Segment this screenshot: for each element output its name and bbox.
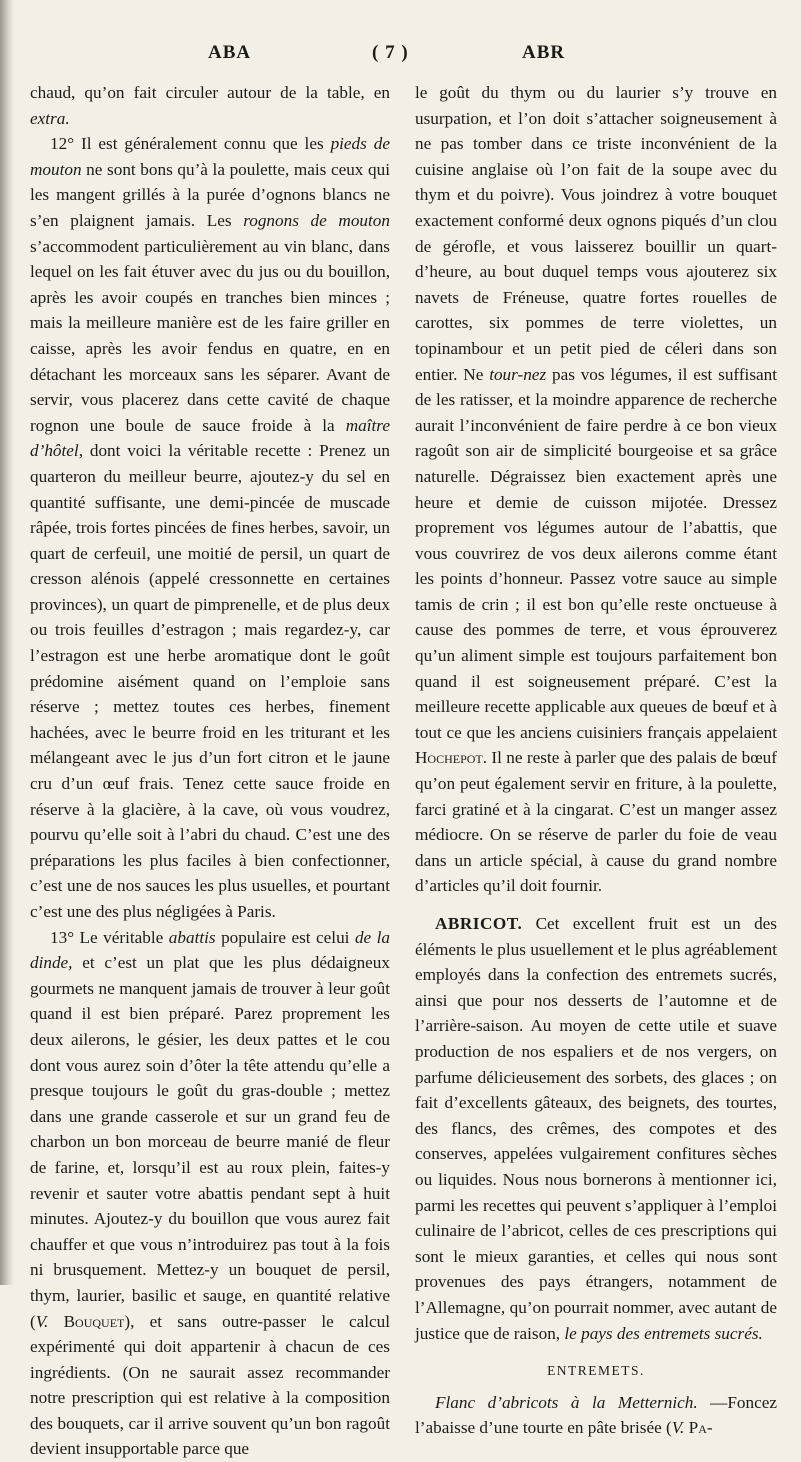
paragraph-extra-end <box>30 80 390 131</box>
text-run: maître d’hôtel <box>30 415 390 461</box>
text-run <box>48 1312 63 1331</box>
page-binding-shadow <box>0 0 14 1285</box>
running-header <box>0 42 801 68</box>
text-run: pas vos légumes, il est suffisant de les ratisser, et la moindre apparence de recherche aurait l’inconvénient de faire perdre à ce bon vieux ragoût son air de simplicité bourgeoise et sa grâce naturelle. Dégraissez bien exactement après une heure et demie de cuisson mijotée. Dressez proprement vos légumes autour de l’abattis, que vous couvrirez de vos deux ailerons comme étant les points d’honneur. Passez votre sauce au simple tamis de crin ; il est bon qu’elle reste onctueuse à cause des pommes de terre, et vous éprouverez qu’un aliment simple est toujours parfaitement bon quand il est soigneusement préparé. C’est la meilleure recette applicable aux queues de bœuf et à tout ce que les anciens cuisiniers français appelaient <box>415 364 778 742</box>
text-run: s’accommodent particulièrement au vin blanc, dans lequel on les fait étuver avec du jus ou du bouillon, après les avoir coupés en tranches bien minces ; mais la meilleure manière est de les faire griller en caisse, après les avoir fendus en quatre, en en détachant les morceaux sans les séparer. Avant de servir, vous placerez dans cette cavité de chaque rognon une boule de sauce froide à la <box>30 236 390 435</box>
header-left-word: ABA <box>208 42 252 63</box>
section-heading-entremets: ENTREMETS. <box>547 1363 645 1379</box>
text-run: Flanc d’abricots à la Metternich. <box>435 1392 698 1412</box>
text-run: —Foncez l’abaisse d’une tourte en pâte brisée ( <box>415 1392 777 1438</box>
text-run: tour-nez <box>489 364 547 384</box>
page-number: ( 7 ) <box>372 42 409 63</box>
text-run: le goût du thym ou du laurier s’y trouve en usurpation, et l’on doit s’attacher soigneusement à ne pas tomber dans ce triste inconvénient de la cuisine anglaise où l’on fait de la soupe avec du thym et du poivre). Vous joindrez à votre bouquet exactement conformé deux ognons piqués d’un clou de gérofle, et vous laisserez bouillir un quart-d’heure, au bout duquel temps vous ajouterez six navets de Fréneuse, quatre fortes rouelles de carottes, six pommes de terre violettes, un topinambour et un petit pied de céleri dans son entier. Ne <box>415 83 777 384</box>
paragraph-abricot-entry <box>415 911 777 1346</box>
text-run: 12° Il est généralement connu que les <box>50 134 331 154</box>
text-run: . Il ne reste à parler que des palais de bœuf qu’on peut également servir en friture, à la poulette, farci gratiné et à la cingarat. C’est un manger assez médiocre. On se réserve de parler du foie de veau dans un article spécial, à cause du grand nombre d’articles qu’il doit fournir. <box>415 748 777 896</box>
text-run: V. <box>671 1418 685 1438</box>
text-run: Cet excellent fruit est un des éléments le plus usuellement et le plus agréablement employés dans la confection des entremets sucrés, ainsi que pour nos desserts de l’automne et de l’arrière-saison. Au moyen de cette utile et suave production de nos espaliers et de nos vergers, on parfume délicieusement des sorbets, des glaces ; on fait d’excellents gâteaux, des beignets, des tourtes, des flancs, des crêmes, des compotes et des conserves, appelées vulgairement confitures sèches ou liquides. Nous nous bornerons à mentionner ici, parmi les recettes qui peuvent s’appliquer à l’emploi culinaire de l’abricot, celles de ces prescriptions qui sont le mieux garanties, et celles qui nous sont provenues des pays étrangers, notamment de l’Allemagne, qu’on pourrait nommer, avec autant de justice que de raison, <box>415 914 777 1343</box>
text-run: ), et sans outre-passer le calcul expérimenté qui doit appartenir à chacun de ces ingrédients. (On ne saurait assez recommander notre prescription qui est relative à la composition des bouquets, car il arrive souvent qu’un bon ragoût devient insupportable parce que <box>30 1311 391 1459</box>
text-run: ne sont bons qu’à la poulette, mais ceux qui les mangent grillés à la purée d’ognons blancs ne s’en plaignent jamais. Les <box>30 159 390 230</box>
text-run: Hochepot <box>415 748 483 768</box>
text-run: et c’est un plat que les plus dédaigneux gourmets ne manquent jamais de trouver à leur goût quand il est bien préparé. Parez proprement les deux ailerons, le gésier, les deux pattes et le cou dont vous aurez soin d’ôter la tête attendu qu’elle a presque toujours le goût du gras-double ; mettez dans une grande casserole et sur un grand feu de charbon un bon morceau de beurre manié de fleur de farine, et, lorsqu’il est au roux plein, faites-y revenir et sauter votre abattis pendant sept à huit minutes. Ajoutez-y du bouillon que vous aurez fait chauffer et que vous n’introduirez pas tout à la fois ni brusquement. Mettez-y un bouquet de persil, thym, laurier, basilic et sauge, en quantité relative ( <box>30 953 390 1331</box>
text-run: de la dinde, <box>30 927 391 973</box>
text-run: ABRICOT. <box>435 914 523 933</box>
text-run: , dont voici la véritable recette : Prenez un quarteron du meilleur beurre, ajoutez-y du sel en quantité suffisante, une demi-pincée de muscade râpée, trois fortes pincées de fines herbes, savoir, un quart de cerfeuil, une moitié de persil, un quart de cresson alénois (appelé cressonnette en certaines provinces), un quart de pimprenelle, et de plus deux ou trois feuilles d’estragon ; mais regardez-y, car l’estragon est une herbe aromatique dont le goût prédomine aisément quand on l’emploie sans réserve ; mettez toutes ces herbes, finement hachées, avec le beurre froid en les triturant et les mélangeant avec le jus d’un fort citron et le jaune cru d’un œuf frais. Tenez cette sauce froide en réserve à la glacière, à la cave, où vous voudrez, pourvu qu’elle soit à l’abri du chaud. C’est une des préparations les plus faciles à bien confectionner, c’est une de nos sauces les plus usuelles, et pourtant c’est une des plus négligées à Paris. <box>30 441 390 921</box>
text-run: abattis <box>168 927 216 947</box>
text-run: rognons de mouton <box>243 210 390 230</box>
text-run: V. <box>35 1311 49 1331</box>
text-run: Pa- <box>688 1418 713 1438</box>
header-right-word: ABR <box>522 42 566 63</box>
paragraph-13-abattis <box>30 925 390 1462</box>
text-run: le pays des entremets sucrés. <box>564 1323 763 1343</box>
paragraph-abattis-continued <box>415 80 777 899</box>
text-run: 13° Le véritable <box>50 927 169 947</box>
text-run: populaire est celui <box>215 927 355 947</box>
paragraph-12-pieds-de-mouton <box>30 131 390 924</box>
text-run: Bouquet <box>63 1311 125 1331</box>
left-column <box>30 80 390 1462</box>
right-column <box>415 80 777 1441</box>
text-run: chaud, qu’on fait circuler autour de la table, en <box>30 83 390 102</box>
text-run: pieds de mouton <box>30 134 390 179</box>
paragraph-flanc-metternich <box>415 1390 777 1441</box>
text-run: extra. <box>30 108 70 128</box>
